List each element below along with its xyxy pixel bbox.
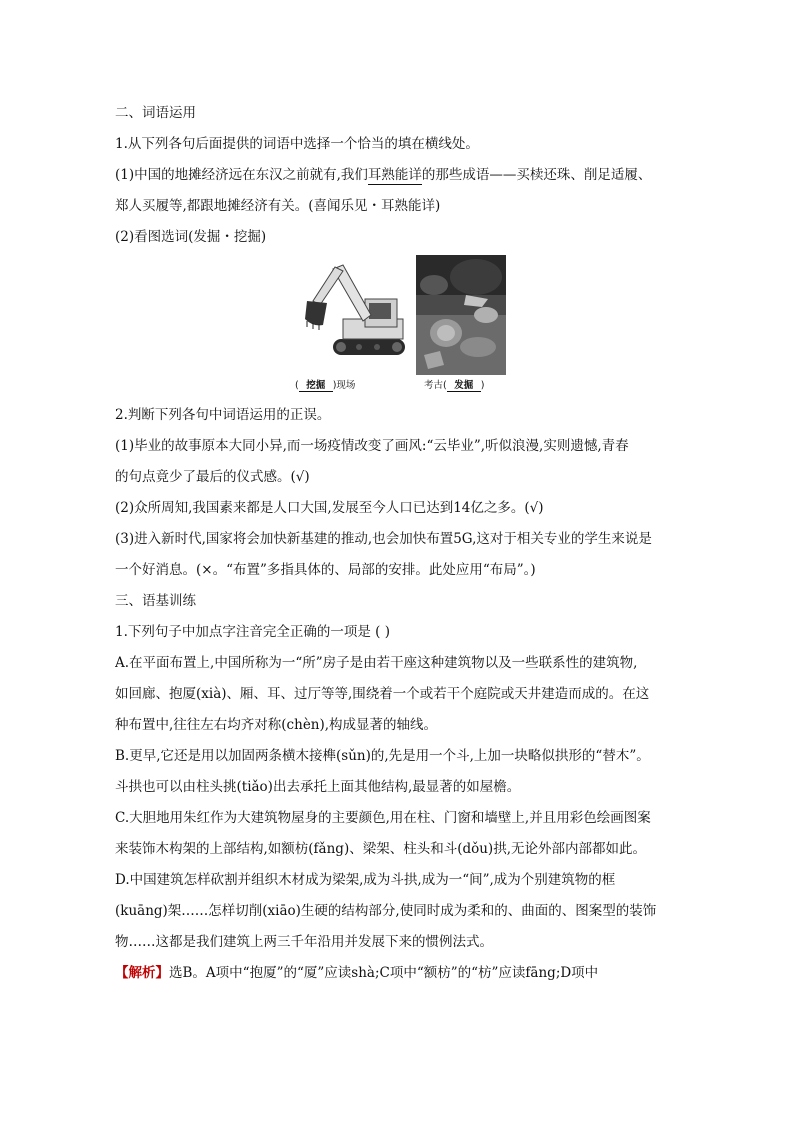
option-b-line2: 斗拱也可以由柱头挑(tiǎo)出去承托上面其他结构,最显著的如屋檐。 bbox=[115, 779, 521, 795]
option-a-line3: 种布置中,往往左右均齐对称(chèn),构成显著的轴线。 bbox=[115, 717, 438, 733]
fig2-cap-pre: 考古( bbox=[424, 380, 447, 391]
q2-s2-line1: (2)众所周知,我国素来都是人口大国,发展至今人口已达到14亿之多。(√) bbox=[115, 500, 544, 516]
fig2-cap-post: ) bbox=[480, 380, 485, 391]
archaeology-photo bbox=[416, 255, 506, 391]
q2-s3-line2: 一个好消息。(×。“布置”多指具体的、局部的安排。此处应用“布局”。) bbox=[115, 562, 536, 578]
figure2-caption bbox=[424, 377, 484, 392]
option-c-line2: 来装饰木构架的上部结构,如额枋(fǎng)、梁架、柱头和斗(dǒu)拱,无论外部内部都如此。 bbox=[115, 841, 646, 857]
excavator-image bbox=[293, 255, 411, 391]
analysis-text: 选B。A项中“抱厦”的“厦”应读shà;C项中“额枋”的“枋”应读fāng;D项中 bbox=[169, 965, 599, 981]
q2-s1-line1: (1)毕业的故事原本大同小异,而一场疫情改变了画风:“云毕业”,听似浪漫,实则遗憾,青春 bbox=[115, 438, 629, 454]
q2-stem: 2.判断下列各句中词语运用的正误。 bbox=[115, 407, 331, 423]
q1-sub1-line1 bbox=[115, 160, 690, 191]
figure1-caption bbox=[295, 377, 355, 392]
q1-sub1-line2: 郑人买履等,都跟地摊经济有关。(喜闻乐见・耳熟能详) bbox=[115, 198, 441, 214]
option-d-line3: 物……这都是我们建筑上两三千年沿用并发展下来的惯例法式。 bbox=[115, 934, 493, 950]
analysis-line bbox=[115, 958, 690, 989]
option-d-line1: D.中国建筑怎样砍割并组织木材成为梁架,成为斗拱,成为一“间”,成为个别建筑物的框 bbox=[115, 872, 616, 888]
option-b-line1: B.更早,它还是用以加固两条横木接榫(sǔn)的,先是用一个斗,上加一块略似拱形的“替木”。 bbox=[115, 748, 650, 764]
fig2-answer: 发掘 bbox=[447, 377, 481, 392]
fig1-answer: 挖掘 bbox=[299, 377, 333, 392]
document-page bbox=[115, 98, 690, 989]
option-c-line1: C.大胆地用朱红作为大建筑物屋身的主要颜色,用在柱、门窗和墙壁上,并且用彩色绘画图案 bbox=[115, 810, 651, 826]
q1-stem: 1.从下列各句后面提供的词语中选择一个恰当的填在横线处。 bbox=[115, 136, 479, 152]
q2-s3-line1: (3)进入新时代,国家将会加快新基建的推动,也会加快布置5G,这对于相关专业的学生来说是 bbox=[115, 531, 652, 547]
option-a-line1: A.在平面布置上,中国所称为一“所”房子是由若干座这种建筑物以及一些联系性的建筑物, bbox=[115, 655, 638, 671]
archaeology-dig-icon bbox=[416, 255, 506, 375]
excavator-icon bbox=[293, 255, 411, 373]
option-d-line2: (kuāng)架……怎样切削(xiāo)生硬的结构部分,使同时成为柔和的、曲面的、图案型的装饰 bbox=[115, 903, 657, 919]
fig1-cap-pre: ( bbox=[295, 380, 299, 391]
q1-sub1-pre: (1)中国的地摊经济远在东汉之前就有,我们 bbox=[115, 167, 368, 183]
q1-sub1-answer: 耳熟能详 bbox=[367, 167, 422, 183]
section-heading-language-basics: 三、语基训练 bbox=[115, 593, 196, 609]
analysis-label: 【解析】 bbox=[115, 965, 169, 981]
fig1-cap-post: )现场 bbox=[332, 380, 356, 391]
q1-sub1-post: 的那些成语——买椟还珠、削足适履、 bbox=[421, 167, 652, 183]
q1-sub2: (2)看图选词(发掘・挖掘) bbox=[115, 229, 267, 245]
q2-s1-line2: 的句点竟少了最后的仪式感。(√) bbox=[115, 469, 310, 485]
option-a-line2: 如回廊、抱厦(xià)、厢、耳、过厅等等,围绕着一个或若干个庭院或天井建造而成的。在这 bbox=[115, 686, 650, 702]
picture-choice-figures bbox=[115, 255, 690, 400]
s3-q1-stem: 1.下列句子中加点字注音完全正确的一项是 ( ) bbox=[115, 624, 390, 640]
section-heading-word-usage: 二、词语运用 bbox=[115, 105, 196, 121]
